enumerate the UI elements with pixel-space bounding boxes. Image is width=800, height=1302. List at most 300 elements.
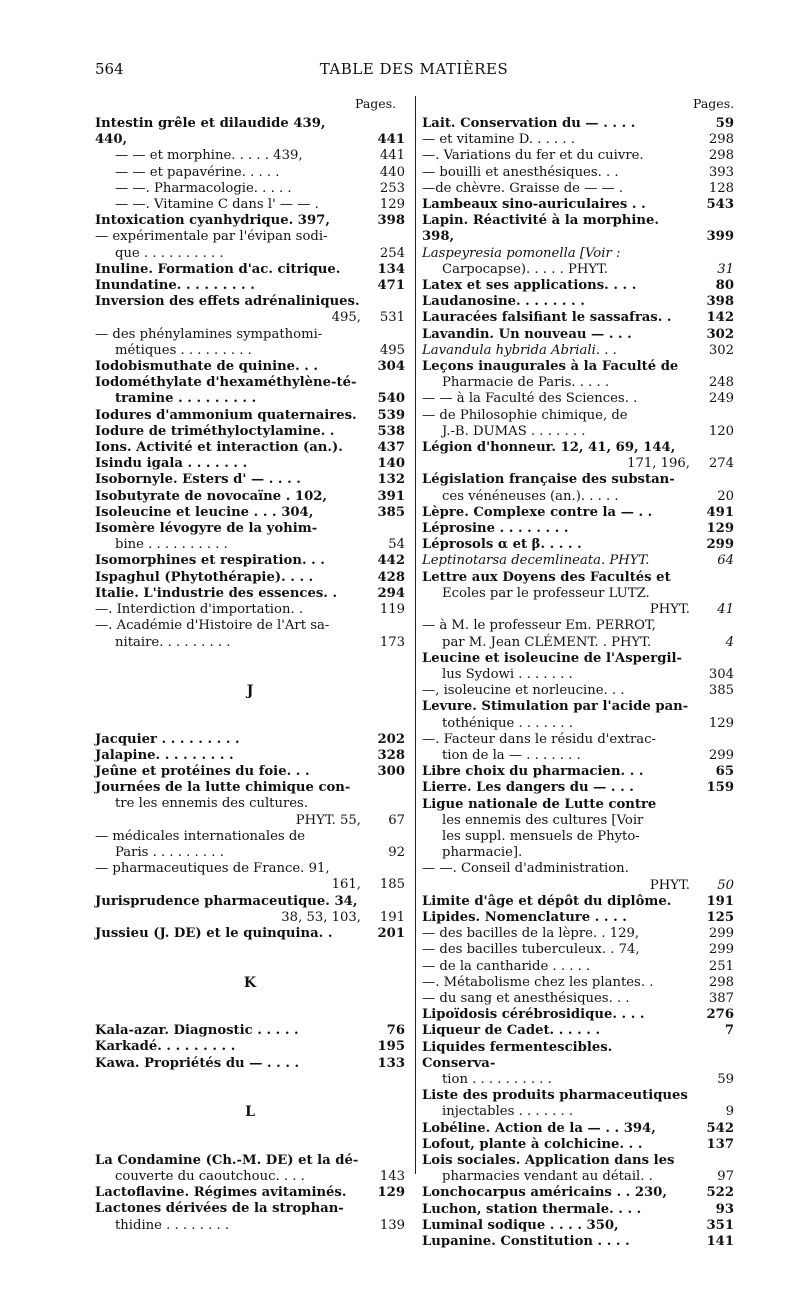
entry-text: Jussieu (J. DE) et le quinquina. . xyxy=(95,926,333,942)
index-entry xyxy=(422,505,734,521)
index-entry xyxy=(422,262,734,278)
entry-text: pharmacie]. xyxy=(442,845,523,861)
index-entry xyxy=(422,829,734,845)
entry-text: Jalapine. . . . . . . . . xyxy=(95,747,234,763)
index-entry xyxy=(95,148,405,164)
entry-page-number: 20 xyxy=(717,488,734,504)
entry-text: PHYT. 55, xyxy=(295,812,361,828)
entry-page-number: 298 xyxy=(708,148,734,164)
index-entry xyxy=(422,602,734,618)
entry-text: Lactones dérivées de la strophan- xyxy=(95,1201,344,1217)
index-entry xyxy=(422,197,734,213)
entry-text: Isobornyle. Esters d' — . . . . xyxy=(95,472,301,488)
entry-text: Lobéline. Action de la — . . 394, xyxy=(422,1120,656,1136)
entry-text: — médicales internationales de xyxy=(95,828,306,844)
entry-text: Léprosine . . . . . . . . xyxy=(422,521,569,537)
entry-text: par M. Jean CLÉMENT. . PHYT. xyxy=(442,634,652,650)
index-entry xyxy=(422,1023,734,1039)
entry-text: — des phénylamines sympathomi- xyxy=(95,326,323,342)
entry-page-number: 132 xyxy=(377,472,405,488)
entry-page-number: 129 xyxy=(706,521,734,537)
index-entry xyxy=(422,570,734,586)
entry-page-number: 143 xyxy=(379,1169,405,1185)
entry-page-number: 129 xyxy=(377,1185,405,1201)
entry-page-number: 300 xyxy=(377,764,405,780)
entry-text: PHYT. xyxy=(649,877,690,893)
entry-text: Jeûne et protéines du foie. . . xyxy=(95,764,310,780)
entry-text: Lierre. Les dangers du — . . . xyxy=(422,780,634,796)
entry-text: — — et morphine. . . . . 439, xyxy=(115,148,303,164)
entry-text: — de Philosophie chimique, de xyxy=(422,407,628,423)
entry-text: Lactoflavine. Régimes avitaminés. xyxy=(95,1185,347,1201)
index-entry xyxy=(422,553,734,569)
entry-page-number: 141 xyxy=(706,1234,734,1250)
entry-page-number: 31 xyxy=(717,261,734,277)
entry-text: Inversion des effets adrénaliniques. xyxy=(95,294,360,310)
index-entry xyxy=(95,327,405,343)
index-entry xyxy=(422,845,734,861)
entry-text: — du sang et anesthésiques. . . xyxy=(422,990,630,1006)
entry-text: — — et papavérine. . . . . xyxy=(115,164,280,180)
index-entry xyxy=(422,343,734,359)
entry-page-number: 495 xyxy=(379,342,405,358)
entry-text: pharmacies vendant au détail. . xyxy=(442,1169,653,1185)
index-entry xyxy=(422,586,734,602)
entry-text: Lonchocarpus américains . . 230, xyxy=(422,1185,667,1201)
entry-page-number: 543 xyxy=(706,197,734,213)
entry-text: Laspeyresia pomonella [Voir : xyxy=(422,245,621,261)
spacer xyxy=(95,699,405,715)
index-column-right xyxy=(422,116,734,1250)
index-entry xyxy=(95,375,405,391)
entry-text: Kawa. Propriétés du — . . . . xyxy=(95,1055,300,1071)
index-entry xyxy=(422,942,734,958)
index-entry xyxy=(95,294,405,310)
index-entry xyxy=(95,764,405,780)
entry-page-number: 442 xyxy=(377,553,405,569)
entry-page-number: 129 xyxy=(379,197,405,213)
entry-page-number: 251 xyxy=(708,958,734,974)
spacer xyxy=(95,942,405,958)
entry-text: — des bacilles de la lèpre. . 129, xyxy=(422,926,640,942)
entry-text: Ispaghul (Phytothérapie). . . . xyxy=(95,569,314,585)
entry-page-number: 398 xyxy=(706,294,734,310)
entry-text: 171, 196, xyxy=(627,456,690,472)
entry-text: Isindu igala . . . . . . . xyxy=(95,456,248,472)
index-entry xyxy=(95,359,405,375)
entry-page-number: 64 xyxy=(717,553,734,569)
index-entry xyxy=(422,1153,734,1169)
entry-page-number: 41 xyxy=(717,602,734,618)
entry-text: tion de la — . . . . . . . xyxy=(442,747,581,763)
entry-text: nitaire. . . . . . . . . xyxy=(115,634,231,650)
entry-text: — —. Pharmacologie. . . . . xyxy=(115,180,292,196)
index-entry xyxy=(95,521,405,537)
index-entry xyxy=(95,262,405,278)
entry-page-number: 428 xyxy=(377,569,405,585)
index-entry xyxy=(422,1137,734,1153)
entry-text: les suppl. mensuels de Phyto- xyxy=(442,828,640,844)
index-entry xyxy=(95,1039,405,1055)
entry-page-number: 142 xyxy=(706,310,734,326)
index-entry xyxy=(422,959,734,975)
index-entry xyxy=(95,829,405,845)
entry-text: Isomorphines et respiration. . . xyxy=(95,553,325,569)
entry-text: Lavandula hybrida Abriali. . . xyxy=(422,342,617,358)
index-entry xyxy=(422,1072,734,1088)
entry-text: Législation française des substan- xyxy=(422,472,675,488)
index-entry xyxy=(95,586,405,602)
entry-page-number: 248 xyxy=(708,375,734,391)
index-entry xyxy=(422,472,734,488)
entry-text: Iodure de triméthyloctylamine. . xyxy=(95,423,335,439)
index-entry xyxy=(422,327,734,343)
entry-text: Isobutyrate de novocaïne . 102, xyxy=(95,488,328,504)
entry-text: Lettre aux Doyens des Facultés et xyxy=(422,569,671,585)
entry-text: Leucine et isoleucine de l'Aspergil- xyxy=(422,650,682,666)
entry-page-number: 351 xyxy=(706,1217,734,1233)
entry-text: que . . . . . . . . . . xyxy=(115,245,224,261)
index-entry xyxy=(422,813,734,829)
entry-text: Carpocapse). . . . . PHYT. xyxy=(442,261,609,277)
index-entry xyxy=(95,1201,405,1217)
entry-text: Ligue nationale de Lutte contre xyxy=(422,796,657,812)
index-entry xyxy=(95,861,405,877)
index-entry xyxy=(95,732,405,748)
entry-page-number: 299 xyxy=(706,537,734,553)
entry-page-number: 249 xyxy=(708,391,734,407)
page-number: 564 xyxy=(95,60,124,78)
entry-text: — pharmaceutiques de France. 91, xyxy=(95,861,330,877)
index-entry xyxy=(422,1234,734,1250)
entry-page-number: 398 xyxy=(377,213,405,229)
entry-page-number: 129 xyxy=(708,715,734,731)
index-entry xyxy=(422,1218,734,1234)
index-entry xyxy=(95,472,405,488)
index-entry xyxy=(422,181,734,197)
index-entry xyxy=(422,165,734,181)
entry-page-number: 437 xyxy=(377,440,405,456)
index-entry xyxy=(95,602,405,618)
pages-label-left: Pages. xyxy=(355,96,397,111)
entry-text: 495, xyxy=(331,310,361,326)
index-entry xyxy=(422,910,734,926)
entry-page-number: 399 xyxy=(706,229,734,245)
entry-text: Légion d'honneur. 12, 41, 69, 144, xyxy=(422,440,676,456)
entry-text: Journées de la lutte chimique con- xyxy=(95,780,351,796)
entry-page-number: 385 xyxy=(708,683,734,699)
entry-text: PHYT. xyxy=(649,602,690,618)
index-entry xyxy=(422,1121,734,1137)
entry-page-number: 134 xyxy=(377,261,405,277)
index-entry xyxy=(422,651,734,667)
entry-page-number: 304 xyxy=(377,359,405,375)
index-entry xyxy=(422,375,734,391)
entry-page-number: 471 xyxy=(377,278,405,294)
entry-text: lus Sydowi . . . . . . . xyxy=(442,666,573,682)
pages-label-right: Pages. xyxy=(693,96,735,111)
index-entry xyxy=(422,359,734,375)
entry-text: Liquides fermentescibles. Conserva- xyxy=(422,1039,613,1071)
entry-text: Jurisprudence pharmaceutique. 34, xyxy=(95,893,358,909)
index-entry xyxy=(95,1169,405,1185)
entry-text: Paris . . . . . . . . . xyxy=(115,845,224,861)
entry-page-number: 202 xyxy=(377,731,405,747)
index-entry xyxy=(422,132,734,148)
index-entry xyxy=(95,537,405,553)
entry-text: injectables . . . . . . . xyxy=(442,1104,574,1120)
entry-text: — expérimentale par l'évipan sodi- xyxy=(95,229,328,245)
index-entry xyxy=(422,116,734,132)
entry-text: Limite d'âge et dépôt du diplôme. xyxy=(422,893,672,909)
index-entry xyxy=(95,748,405,764)
entry-text: Iodures d'ammonium quaternaires. xyxy=(95,407,357,423)
index-entry xyxy=(95,894,405,910)
entry-page-number: 185 xyxy=(379,877,405,893)
spacer xyxy=(95,991,405,1007)
entry-text: Lipides. Nomenclature . . . . xyxy=(422,909,627,925)
entry-text: Kala-azar. Diagnostic . . . . . xyxy=(95,1023,299,1039)
entry-page-number: 522 xyxy=(706,1185,734,1201)
entry-page-number: 80 xyxy=(715,278,734,294)
entry-text: Iodométhylate d'hexaméthylène-té- xyxy=(95,375,357,391)
entry-text: Lèpre. Complexe contre la — . . xyxy=(422,504,653,520)
entry-text: Intestin grêle et dilaudide 439, 440, xyxy=(95,116,326,148)
entry-text: Iodobismuthate de quinine. . . xyxy=(95,359,319,375)
entry-text: Ions. Activité et interaction (an.). xyxy=(95,440,343,456)
entry-text: — des bacilles tuberculeux. . 74, xyxy=(422,942,640,958)
entry-page-number: 299 xyxy=(708,942,734,958)
entry-text: Inundatine. . . . . . . . . xyxy=(95,278,255,294)
index-entry xyxy=(95,845,405,861)
entry-text: Lavandin. Un nouveau — . . . xyxy=(422,326,632,342)
index-entry xyxy=(95,197,405,213)
entry-text: —. Métabolisme chez les plantes. . xyxy=(422,974,654,990)
index-entry xyxy=(422,716,734,732)
entry-text: Italie. L'industrie des essences. . xyxy=(95,585,338,601)
entry-page-number: 67 xyxy=(388,812,405,828)
entry-page-number: 4 xyxy=(725,634,734,650)
entry-text: — bouilli et anesthésiques. . . xyxy=(422,164,619,180)
index-entry xyxy=(422,780,734,796)
entry-page-number: 441 xyxy=(379,148,405,164)
section-letter: J xyxy=(246,683,254,700)
index-entry xyxy=(95,1153,405,1169)
index-entry xyxy=(422,294,734,310)
entry-page-number: 538 xyxy=(377,423,405,439)
entry-text: bine . . . . . . . . . . xyxy=(115,537,228,553)
index-entry xyxy=(95,456,405,472)
entry-page-number: 298 xyxy=(708,132,734,148)
index-entry xyxy=(422,635,734,651)
entry-text: Leptinotarsa decemlineata. PHYT. xyxy=(422,553,650,569)
entry-text: —. Interdiction d'importation. . xyxy=(95,602,304,618)
page-header xyxy=(95,60,733,84)
entry-text: — à M. le professeur Em. PERROT, xyxy=(422,618,656,634)
entry-text: tre les ennemis des cultures. xyxy=(115,796,309,812)
entry-page-number: 254 xyxy=(379,245,405,261)
entry-page-number: 385 xyxy=(377,504,405,520)
entry-text: —, isoleucine et norleucine. . . xyxy=(422,683,625,699)
entry-page-number: 304 xyxy=(708,666,734,682)
index-entry xyxy=(422,310,734,326)
entry-page-number: 393 xyxy=(708,164,734,180)
entry-page-number: 137 xyxy=(706,1136,734,1152)
entry-text: Ecoles par le professeur LUTZ. xyxy=(442,585,650,601)
entry-page-number: 294 xyxy=(377,585,405,601)
entry-page-number: 120 xyxy=(708,423,734,439)
entry-page-number: 201 xyxy=(377,926,405,942)
index-entry xyxy=(95,278,405,294)
entry-text: Lait. Conservation du — . . . . xyxy=(422,116,636,131)
index-entry xyxy=(422,894,734,910)
entry-text: Levure. Stimulation par l'acide pan- xyxy=(422,699,689,715)
index-entry xyxy=(422,1088,734,1104)
entry-text: 161, xyxy=(331,877,361,893)
running-title: TABLE DES MATIÈRES xyxy=(319,60,509,78)
entry-text: Karkadé. . . . . . . . . xyxy=(95,1039,236,1055)
entry-page-number: 274 xyxy=(708,456,734,472)
entry-text: tramine . . . . . . . . . xyxy=(115,391,257,407)
index-entry xyxy=(422,975,734,991)
entry-text: — de la cantharide . . . . . xyxy=(422,958,591,974)
index-entry xyxy=(422,1185,734,1201)
entry-page-number: 139 xyxy=(379,1217,405,1233)
column-divider xyxy=(415,96,416,1174)
entry-page-number: 328 xyxy=(377,747,405,763)
index-entry xyxy=(95,440,405,456)
entry-text: thidine . . . . . . . . xyxy=(115,1217,230,1233)
index-entry xyxy=(95,246,405,262)
index-entry xyxy=(95,796,405,812)
index-entry xyxy=(95,391,405,407)
entry-text: ces vénéneuses (an.). . . . . xyxy=(442,488,619,504)
entry-page-number: 65 xyxy=(715,764,734,780)
index-entry xyxy=(422,1007,734,1023)
entry-text: J.-B. DUMAS . . . . . . . xyxy=(442,423,586,439)
index-entry xyxy=(422,246,734,262)
index-entry xyxy=(422,878,734,894)
entry-page-number: 97 xyxy=(717,1169,734,1185)
index-entry xyxy=(422,1202,734,1218)
spacer xyxy=(95,1137,405,1153)
entry-text: — — à la Faculté des Sciences. . xyxy=(422,391,638,407)
index-entry xyxy=(95,635,405,651)
index-entry xyxy=(422,278,734,294)
entry-page-number: 125 xyxy=(706,909,734,925)
index-entry xyxy=(422,667,734,683)
entry-text: — —. Conseil d'administration. xyxy=(422,861,629,877)
entry-page-number: 173 xyxy=(379,634,405,650)
entry-page-number: 191 xyxy=(379,909,405,925)
index-entry xyxy=(95,116,405,148)
entry-page-number: 391 xyxy=(377,488,405,504)
spacer xyxy=(95,1120,405,1136)
entry-page-number: 159 xyxy=(706,780,734,796)
index-entry xyxy=(95,1056,405,1072)
index-entry xyxy=(95,213,405,229)
index-entry xyxy=(95,813,405,829)
entry-text: Lupanine. Constitution . . . . xyxy=(422,1234,630,1250)
entry-text: Leçons inaugurales à la Faculté de xyxy=(422,359,679,375)
entry-page-number: 253 xyxy=(379,180,405,196)
entry-page-number: 191 xyxy=(706,893,734,909)
index-entry xyxy=(422,991,734,1007)
index-entry xyxy=(95,343,405,359)
entry-page-number: 491 xyxy=(706,504,734,520)
spacer xyxy=(95,1072,405,1088)
index-entry xyxy=(95,926,405,942)
entry-page-number: 54 xyxy=(388,537,405,553)
entry-page-number: 440 xyxy=(379,164,405,180)
spacer xyxy=(95,1007,405,1023)
entry-text: Lapin. Réactivité à la morphine. 398, xyxy=(422,213,659,245)
entry-page-number: 59 xyxy=(715,116,734,131)
index-entry xyxy=(95,780,405,796)
index-entry xyxy=(422,440,734,456)
spacer xyxy=(95,651,405,667)
index-entry xyxy=(422,797,734,813)
entry-text: Laudanosine. . . . . . . . xyxy=(422,294,585,310)
index-entry xyxy=(422,391,734,407)
entry-text: couverte du caoutchouc. . . . xyxy=(115,1169,305,1185)
index-entry xyxy=(422,424,734,440)
index-entry xyxy=(422,861,734,877)
entry-text: Lambeaux sino-auriculaires . . xyxy=(422,197,646,213)
index-entry xyxy=(95,877,405,893)
index-entry xyxy=(422,618,734,634)
spacer xyxy=(95,1088,405,1104)
entry-page-number: 119 xyxy=(379,602,405,618)
entry-page-number: 387 xyxy=(708,990,734,1006)
index-entry xyxy=(95,165,405,181)
index-entry xyxy=(95,570,405,586)
entry-text: — —. Vitamine C dans l' — — . xyxy=(115,197,319,213)
entry-text: métiques . . . . . . . . . xyxy=(115,342,252,358)
index-entry xyxy=(95,181,405,197)
entry-page-number: 7 xyxy=(724,1023,734,1039)
entry-text: Léprosols α et β. . . . . xyxy=(422,537,582,553)
index-entry xyxy=(422,732,734,748)
index-entry xyxy=(422,537,734,553)
entry-text: Lois sociales. Application dans les xyxy=(422,1153,675,1168)
entry-page-number: 76 xyxy=(386,1023,405,1039)
entry-text: 38, 53, 103, xyxy=(281,909,361,925)
entry-text: Libre choix du pharmacien. . . xyxy=(422,764,644,780)
entry-text: —. Académie d'Histoire de l'Art sa- xyxy=(95,618,330,634)
entry-text: Lipoïdosis cérébrosidique. . . . xyxy=(422,1007,645,1023)
entry-page-number: 539 xyxy=(377,407,405,423)
index-entry xyxy=(95,910,405,926)
entry-text: —. Variations du fer et du cuivre. xyxy=(422,148,644,164)
entry-text: Liqueur de Cadet. . . . . . xyxy=(422,1023,601,1039)
entry-page-number: 93 xyxy=(715,1201,734,1217)
index-entry xyxy=(422,489,734,505)
entry-page-number: 195 xyxy=(377,1039,405,1055)
entry-page-number: 133 xyxy=(377,1055,405,1071)
index-entry xyxy=(95,310,405,326)
entry-page-number: 50 xyxy=(717,877,734,893)
entry-text: — et vitamine D. . . . . . xyxy=(422,132,575,148)
index-entry xyxy=(422,408,734,424)
entry-text: Jacquier . . . . . . . . . xyxy=(95,731,240,747)
entry-text: Intoxication cyanhydrique. 397, xyxy=(95,213,330,229)
index-entry xyxy=(422,1104,734,1120)
index-entry xyxy=(422,148,734,164)
entry-text: Lofout, plante à colchicine. . . xyxy=(422,1136,643,1152)
spacer xyxy=(95,958,405,974)
section-letter: L xyxy=(245,1104,255,1121)
